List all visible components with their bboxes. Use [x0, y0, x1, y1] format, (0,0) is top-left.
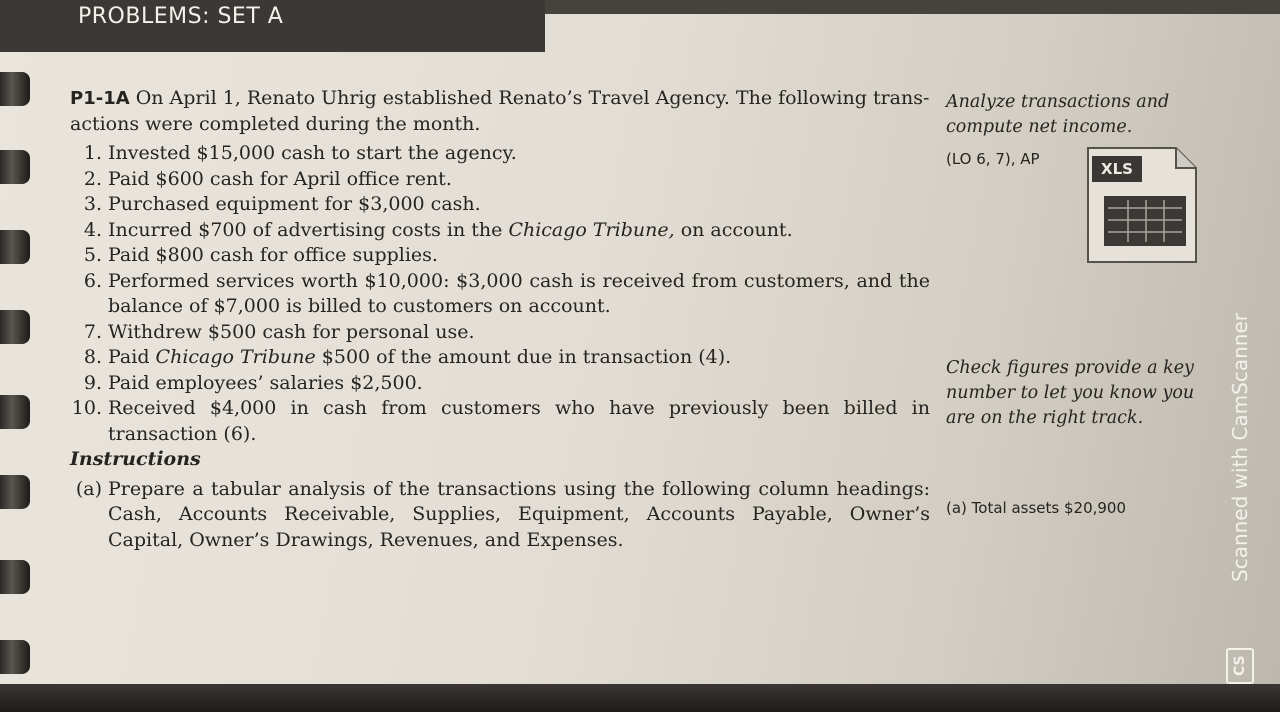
page-edge-shadow: [0, 684, 1280, 712]
list-item: 2. Paid $600 cash for April office rent.: [83, 167, 452, 190]
problem-number: P1-1A: [70, 88, 130, 109]
spiral-ring: [0, 640, 30, 674]
list-item: 6. Performed services worth $10,000: $3,000 cash is received from customers, and the balance of $7,000 is billed to customers on account.: [83, 269, 930, 317]
list-item: 4. Incurred $700 of advertising costs in the Chicago Tribune, on account.: [83, 218, 793, 241]
section-header: [0, 0, 545, 52]
problem-body: [70, 86, 930, 553]
check-figures-note: Check figures provide a key number to let you know you are on the right track.: [946, 358, 1195, 428]
list-item: 8. Paid Chicago Tribune $500 of the amount due in transaction (4).: [83, 346, 732, 368]
spiral-ring: [0, 475, 30, 509]
list-item: 5. Paid $800 cash for office supplies.: [83, 244, 438, 266]
spiral-ring: [0, 72, 30, 106]
spiral-ring: [0, 150, 30, 184]
section-title: PROBLEMS: SET A: [78, 4, 284, 29]
check-figure-answer: (a) Total assets $20,900: [946, 499, 1127, 517]
spiral-ring: [0, 560, 30, 594]
camscanner-watermark: Scanned with CamScanner: [1228, 313, 1252, 582]
problem-intro-text: On April 1, Renato Uhrig established Renato’s Travel Agency. The following trans-actions were completed during the month.: [70, 87, 930, 135]
list-item: 1. Invested $15,000 cash to start the agency.: [83, 142, 517, 164]
problem-intro: [70, 86, 930, 137]
spiral-ring: [0, 310, 30, 344]
spiral-ring: [0, 230, 30, 264]
instructions-list: [70, 477, 930, 554]
learning-objective: Analyze transactions and compute net income.: [946, 92, 1170, 137]
xls-icon: [1080, 146, 1198, 266]
spiral-ring: [0, 395, 30, 429]
list-item: 7. Withdrew $500 cash for personal use.: [83, 320, 475, 343]
transaction-list: [70, 141, 930, 447]
instructions-heading: Instructions: [70, 448, 201, 470]
list-item: (a) Prepare a tabular analysis of the transactions using the following column headings: Cash, Accounts Receivable, Supplies, Equipment, Accounts Payable, Owner’s Capital, Owner’s Drawings, Revenues, and Expenses.: [75, 477, 930, 551]
list-item: 9. Paid employees’ salaries $2,500.: [83, 371, 423, 394]
list-item: 10. Received $4,000 in cash from customers who have previously been billed in transaction (6).: [71, 397, 930, 445]
camscanner-logo: CS: [1226, 648, 1254, 684]
lo-reference: (LO 6, 7), AP: [946, 150, 1040, 168]
xls-label: XLS: [1092, 156, 1142, 182]
list-item: 3. Purchased equipment for $3,000 cash.: [83, 193, 481, 215]
